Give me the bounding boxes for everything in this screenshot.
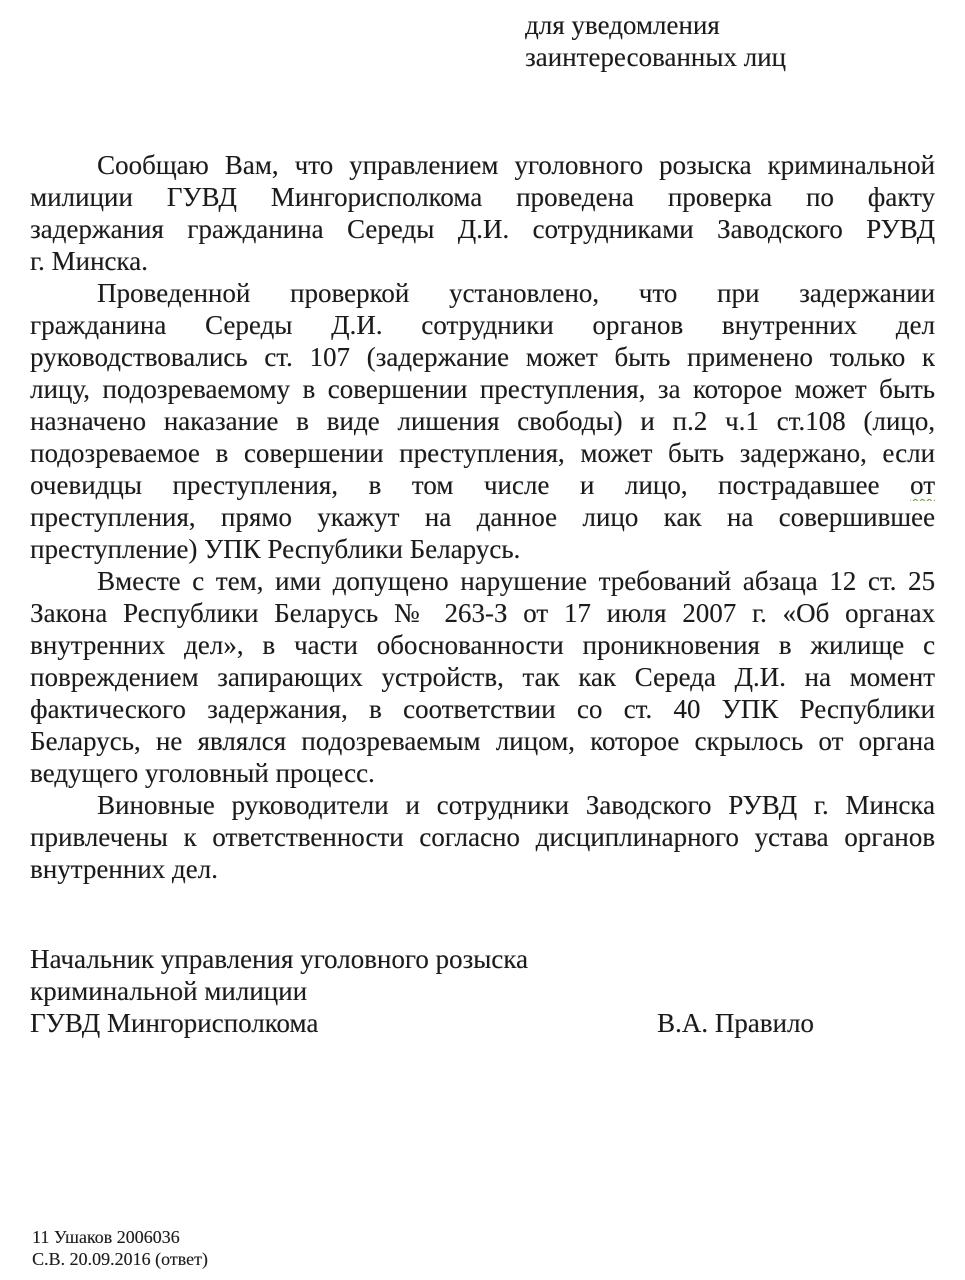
text-line: руководствовались ст. 107 (задержание может быть применено только к [30, 342, 935, 372]
signature-row [30, 1007, 935, 1039]
signature-title-line: криминальной милиции [30, 976, 308, 1006]
footer-annotation-line: С.В. 20.09.2016 (ответ) [32, 1249, 208, 1269]
addressee-note-line: для уведомления [525, 10, 720, 40]
text-line: преступления, прямо укажут на данное лицо как на совершившее [30, 502, 935, 532]
footer-annotation-line: 11 Ушаков 2006036 [32, 1227, 180, 1247]
text-line: Сообщаю Вам, что управлением уголовного розыска криминальной [97, 150, 935, 180]
paragraph [30, 789, 935, 885]
text-line: гражданина Середы Д.И. сотрудники органов внутренних дел [30, 310, 935, 340]
document-body [30, 149, 935, 885]
text-line: Закона Республики Беларусь № 263-З от 17 июля 2007 г. «Об органах [30, 598, 935, 628]
text-line: повреждением запирающих устройств, так как Середа Д.И. на момент [30, 662, 935, 692]
paragraph [30, 565, 935, 789]
signature-name: В.А. Правило [657, 1008, 814, 1038]
text-line: преступление) УПК Республики Беларусь. [30, 534, 521, 564]
text-line: внутренних дел. [30, 854, 218, 884]
text-line: Виновные руководители и сотрудники Заводского РУВД г. Минска [97, 790, 935, 820]
footer-annotation [32, 1226, 208, 1270]
signature-block [30, 943, 935, 1039]
addressee-note-line: заинтересованных лиц [525, 42, 787, 72]
text-line: подозреваемое в совершении преступления, может быть задержано, если [30, 438, 935, 468]
text-line: Беларусь, не являлся подозреваемым лицом, которое скрылось от органа [30, 726, 935, 756]
spellcheck-flagged-word: от [910, 470, 935, 500]
text-line: милиции ГУВД Мингорисполкома проведена проверка по факту [30, 182, 935, 212]
text-line: назначено наказание в виде лишения свободы) и п.2 ч.1 ст.108 (лицо, [30, 406, 935, 436]
text-line: лицу, подозреваемому в совершении преступления, за которое может быть [30, 374, 935, 404]
signature-title-line: Начальник управления уголовного розыска [30, 944, 528, 974]
text-line: Вместе с тем, ими допущено нарушение требований абзаца 12 ст. 25 [97, 566, 935, 596]
addressee-note [525, 9, 786, 73]
text-line: внутренних дел», в части обоснованности проникновения в жилище с [30, 630, 935, 660]
text-line: задержания гражданина Середы Д.И. сотрудниками Заводского РУВД [30, 214, 935, 244]
text-line: фактического задержания, в соответствии со ст. 40 УПК Республики [30, 694, 935, 724]
text-line: очевидцы преступления, в том числе и лицо, пострадавшее от [30, 470, 935, 500]
paragraph [30, 277, 935, 565]
text-line: привлечены к ответственности согласно дисциплинарного устава органов [30, 822, 935, 852]
text-line: г. Минска. [30, 246, 148, 276]
paragraph [30, 149, 935, 277]
text-line: ведущего уголовный процесс. [30, 758, 375, 788]
text-line: Проведенной проверкой установлено, что при задержании [97, 278, 935, 308]
signature-org: ГУВД Мингорисполкома [30, 1008, 319, 1038]
